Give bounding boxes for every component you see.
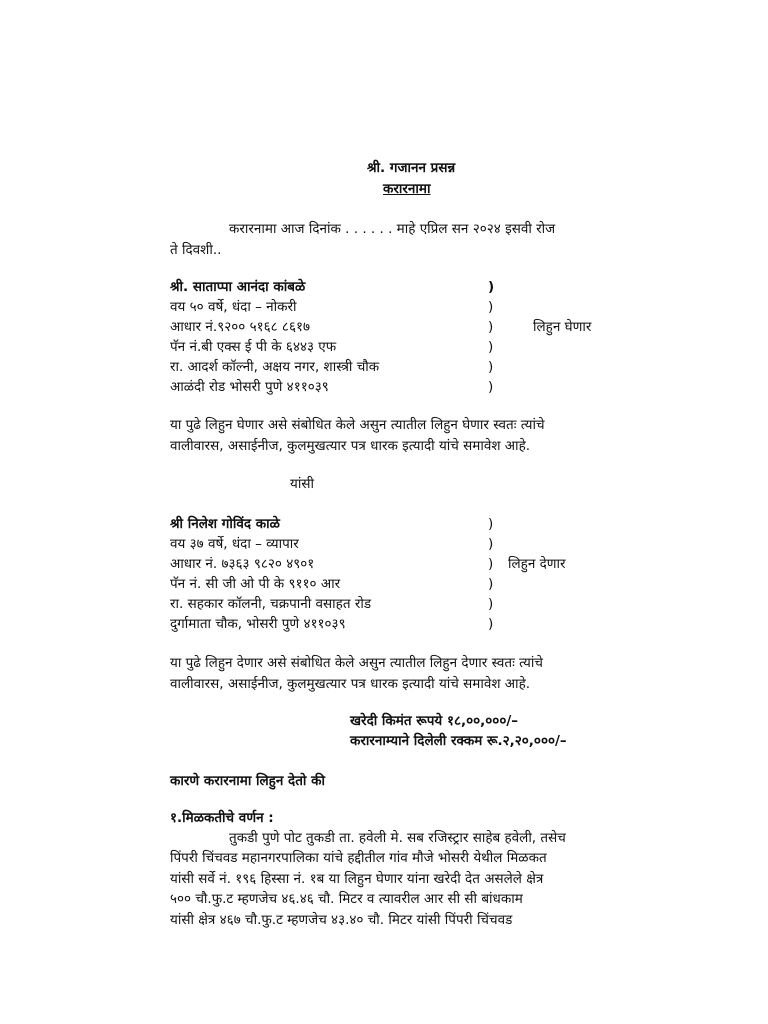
- party2-bracket: ): [488, 576, 494, 592]
- party1-bracket: ): [488, 379, 494, 395]
- intro-line-1: करारनामा आज दिनांक . . . . . . माहे एप्रिल सन २०२४ इसवी रोज: [229, 221, 556, 237]
- party1-description: [170, 415, 660, 456]
- document-title: करारनामा: [383, 181, 431, 197]
- paragraph-line: वालीवारस, असाईनीज, कुलमुखत्यार पत्र धारक इत्यादी यांचे समावेश आहे.: [170, 675, 531, 692]
- party2-bracket: ): [488, 516, 494, 532]
- party2-line: आधार नं. ७३६३ ९८२० ४९०१: [170, 556, 315, 572]
- intro-line-2: ते दिवशी..: [170, 242, 222, 258]
- party1-line: वय ५० वर्षे, धंदा – नोकरी: [170, 299, 297, 315]
- section1-body: [170, 848, 660, 930]
- paragraph-line: या पुढे लिहुन घेणार असे संबोधित केले असुन त्यातील लिहुन घेणार स्वतः त्यांचे: [170, 417, 545, 433]
- advance-amount: करारनाम्याने दिलेली रक्कम रू.२,२०,०००/–: [350, 733, 567, 749]
- party2-role: लिहुन देणार: [508, 556, 566, 572]
- purchase-price: खरेदी किमंत रूपये १८,००,०००/–: [350, 713, 519, 729]
- paragraph-line: यांसी सर्वे नं. १९६ हिस्सा नं. १ब या लिहुन घेणार यांना खरेदी देत असलेले क्षेत्र: [170, 870, 544, 887]
- party2-line: दुर्गामाता चौक, भोसरी पुणे ४११०३९: [170, 616, 346, 632]
- paragraph-line: पिंपरी चिंचवड महानगरपालिका यांचे हद्दीतील गांव मौजे भोसरी येथील मिळकत: [170, 850, 547, 866]
- section1-line: तुकडी पुणे पोट तुकडी ता. हवेली मे. सब रजिस्ट्रार साहेब हवेली, तसेच: [229, 830, 566, 846]
- party1-line: आळंदी रोड भोसरी पुणे ४११०३९: [170, 379, 329, 395]
- paragraph-line: यांसी क्षेत्र ४६७ चौ.फु.ट म्हणजेच ४३.४० चौ. मिटर यांसी पिंपरी चिंचवड: [170, 911, 513, 928]
- section1-heading: १.मिळकतीचे वर्णन :: [170, 810, 274, 826]
- party1-bracket: ): [488, 319, 494, 335]
- party2-line: वय ३७ वर्षे, धंदा – व्यापार: [170, 536, 299, 552]
- party1-bracket: ): [488, 299, 494, 315]
- paragraph-line: वालीवारस, असाईनीज, कुलमुखत्यार पत्र धारक इत्यादी यांचे समावेश आहे.: [170, 437, 531, 454]
- party1-line: पॅन नं.बी एक्स ई पी के ६४४३ एफ: [170, 339, 337, 355]
- reason-heading: कारणे करारनामा लिहुन देतो की: [170, 773, 325, 789]
- party1-bracket: ): [488, 279, 495, 295]
- party2-bracket: ): [488, 616, 494, 632]
- party2-line: रा. सहकार कॉलनी, चक्रपानी वसाहत रोड: [170, 596, 372, 612]
- paragraph-line: ५०० चौ.फु.ट म्हणजेच ४६.४६ चौ. मिटर व त्यावरील आर सी सी बांधकाम: [170, 891, 523, 907]
- paragraph-line: या पुढे लिहुन देणार असे संबोधित केले असुन त्यातील लिहुन देणार स्वतः त्यांचे: [170, 655, 543, 671]
- party2-line: पॅन नं. सी जी ओ पी के ९११० आर: [170, 576, 341, 592]
- party2-bracket: ): [488, 556, 494, 572]
- party1-role: लिहुन घेणार: [533, 319, 592, 335]
- party1-line: रा. आदर्श कॉल्नी, अक्षय नगर, शास्त्री चौक: [170, 359, 380, 375]
- party1-line: आधार नं.९२०० ५१६८ ८६१७: [170, 319, 311, 335]
- party2-bracket: ): [488, 596, 494, 612]
- party2-description: [170, 653, 660, 694]
- party1-bracket: ): [488, 359, 494, 375]
- invocation-heading: श्री. गजानन प्रसन्न: [367, 160, 456, 176]
- party2-bracket: ): [488, 536, 494, 552]
- connector-text: यांसी: [290, 476, 314, 492]
- party1-bracket: ): [488, 339, 494, 355]
- party1-name: श्री. साताप्पा आनंदा कांबळे: [170, 279, 306, 295]
- party2-name: श्री निलेश गोविंद काळे: [170, 516, 280, 532]
